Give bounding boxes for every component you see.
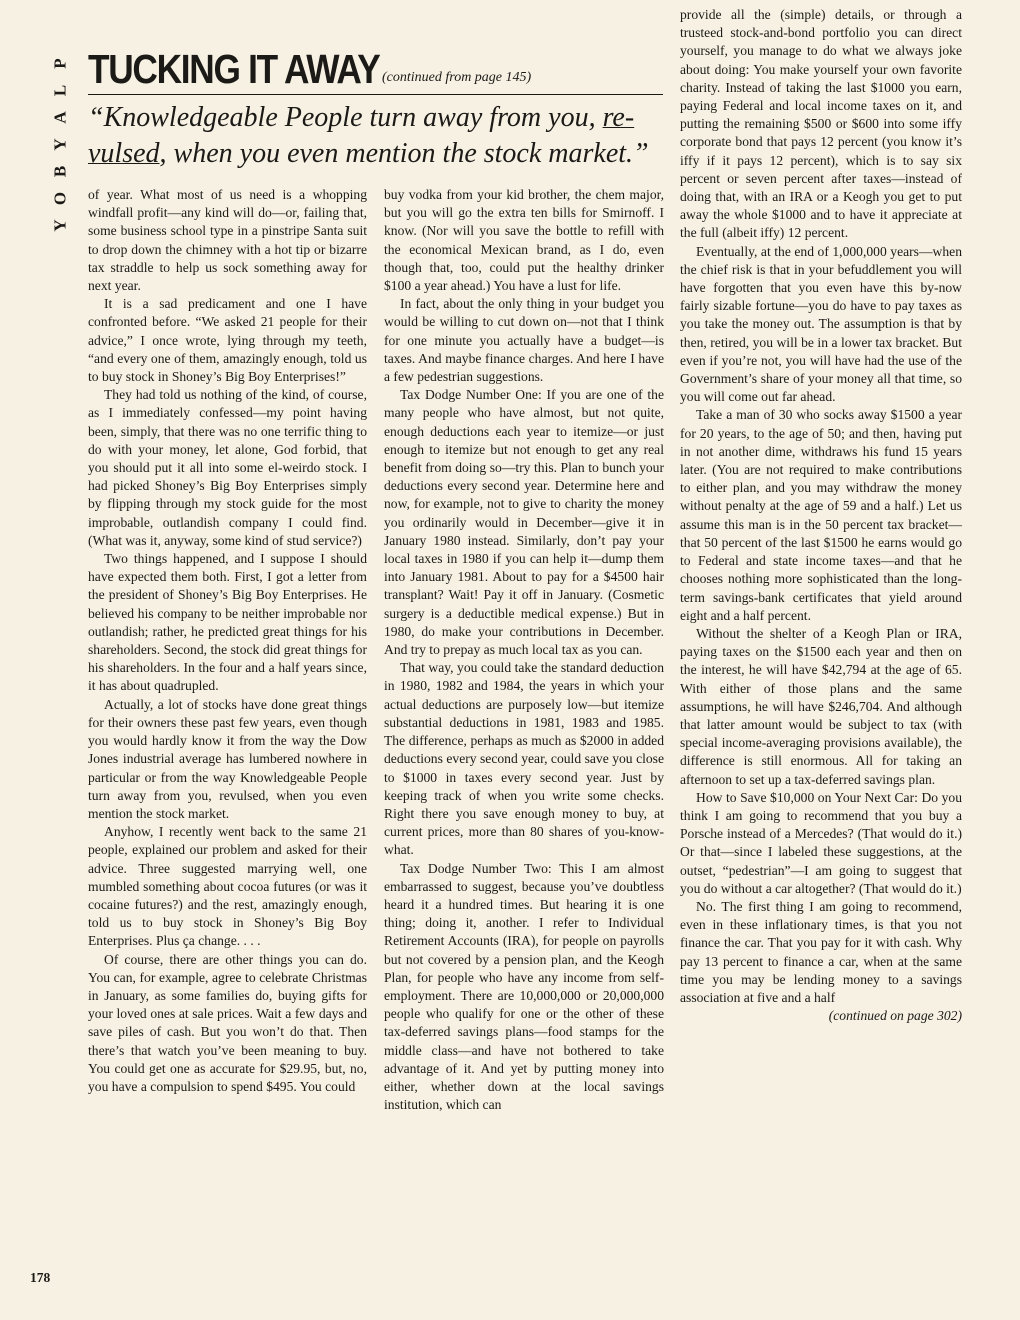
vertical-letter: P [50,58,70,69]
paragraph: That way, you could take the standard deduction in 1980, 1982 and 1984, the years in which your actual deductions are purposely low—but itemize substantial deductions in 1981, 1983 and 1985. The difference, perhaps as much as $2000 in added deductions every second year, could save you close to $1000 in taxes every second year. Just by keeping track of when you write some checks. Right there you save enough money to buy, at current prices, more than 80 shares of you-know-what. [384,660,664,858]
pull-quote-underlined-word: re-vulsed [88,102,635,169]
paragraph: Actually, a lot of stocks have done great things for their owners these past few years, even though you would hardly know it from the way the Dow Jones industrial average has lumbered nowhere in particular or from the way Knowledgeable People turn away from you, revulsed, when you even mention the stock market. [88,696,367,821]
paragraph: Anyhow, I recently went back to the same 21 people, explained our problem and asked for their advice. Three suggested marrying well, one mumbled something about cocoa futures (or was it cocaine futures?) and the rest, amazingly enough, told us to buy stock in Shoney’s Big Boy Enterprises. Plus ça change. . . . [88,824,367,949]
article-headline: TUCKING IT AWAY [88,46,380,92]
paragraph: No. The first thing I am going to recommend, even in these inflationary times, is that you not finance the car. That you pay for it with cash. Why pay 13 percent to finance a car, when at the same time you may be lending money to a savings association at five and a half [680,898,962,1005]
paragraph: Take a man of 30 who socks away $1500 a year for 20 years, to the age of 50; and then, having put in not another dime, withdraws his fund 15 years later. (You are not required to make contributions to either plan, and you may withdraw the money without penalty at the age of 59 and a half.) Let us assume this man is in the 50 percent tax bracket—that 50 percent of the last $1500 he earns would go to Federal and state income taxes—and that he chooses nothing more sophisticated than the long-term savings-bank certificates that yield around eight and a half percent. [680,407,962,623]
pull-quote [88,100,668,172]
pull-quote-text: “Knowledgeable People turn away from you, [88,102,603,133]
vertical-letter: L [50,84,70,97]
paragraph: In fact, about the only thing in your budget you would be willing to cut down on—not that I think for one minute you actually have a budget—is taxes. And maybe finance charges. And here I have a few pedestrian suggestions. [384,296,664,385]
page-number: 178 [30,1270,51,1285]
paragraph: Tax Dodge Number One: If you are one of the many people who have almost, but not quite, enough deductions each year to itemize—or just enough to itemize but not enough to get any real benefit from doing so—try this. Plan to bunch your deductions every second year. Determine here and now, for example, not to give to charity the money you ordinarily would in December—give it in January 1980 instead. Similarly, don’t pay your local taxes in 1980 if you can help it—dump them into January 1981. About to pay for a $4500 hair transplant? Wait! Pay it off in January. (Cosmetic surgery is a deductible medical expense.) But in 1980, do make your contributions in December. And try to prepay as much local tax as you can. [384,387,664,658]
paragraph: of year. What most of us need is a whopping windfall profit—any kind will do—or, failing that, some business school type in a pinstripe Santa suit to drop down the chimney with a hot tip or bizarre tax straddle to help us sock something away for next year. [88,187,367,294]
pull-quote-text: , when you even mention the stock market.” [159,138,649,169]
paragraph: Tax Dodge Number Two: This I am almost embarrassed to suggest, because you’ve doubtless heard it a hundred times. But hearing it is one thing; doing it, another. I refer to Individual Retirement Accounts (IRA), for people on payrolls but not covered by a pension plan, and the Keogh Plan, for people who have any income from self-employment. There are 10,000,000 or 20,000,000 people who qualify for one or the other of these tax-deferred savings plans—food stamps for the middle class—and have not bothered to take advantage of it. And yet by putting money into either, whether down at the local savings institution, which can [384,860,664,1113]
paragraph: How to Save $10,000 on Your Next Car: Do you think I am going to recommend that you buy a Porsche instead of a Mercedes? (That would do it.) Or that—since I labeled these suggestions, at the outset, “pedestrian”—I am going to suggest that you do without a car altogether? (That would do it.) [680,789,962,896]
vertical-letter: B [50,165,70,178]
paragraph: Of course, there are other things you can do. You can, for example, agree to celebrate Christmas in January, as some families do, buying gifts for your loved ones at sale prices. Wait a few days and save piles of cash. But you won’t do that. Then there’s that watch you’ve been meaning to buy. You could get one as accurate for $29.95, but, no, you have a compulsion to spend $495. You could [88,951,367,1094]
paragraph: provide all the (simple) details, or through a trusteed stock-and-bond portfolio you can direct yourself, you manage to do what we always joke about doing: You make yourself your own favorite charity. Instead of taking the last $1000 you earn, paying Federal and local income taxes on it, and putting the remaining $500 or $600 into some iffy corporate bond that pays 12 percent (you know it’s iffy if it pays 12 percent), which is to say six percent or seven percent after taxes—instead of doing that, with an IRA or a Keogh you get to put away the whole $1000 and to have it appreciate at the full (albeit iffy) 12 percent. [680,7,962,241]
vertical-letter: A [50,111,70,124]
paragraph: Two things happened, and I suppose I should have expected them both. First, I got a letter from the president of Shoney’s Big Boy Enterprises. He believed his company to be neither improbable nor outlandish; rather, he predicted great things for his shareholders. Second, the stock did great things for his shareholders. In the four and a half years since, it has about quadrupled. [88,551,367,694]
vertical-letter: Y [50,138,70,151]
continued-from-note: (continued from page 145) [382,70,532,85]
text-column-2 [384,186,664,1114]
paragraph: Without the shelter of a Keogh Plan or IRA, paying taxes on the $1500 each year and then on the interest, he will have $42,794 at the age of 65. With either of those plans and the same assumptions, he will have $246,704. And although that latter amount would be subject to tax (with special income-averaging provisions available), the difference is still enormous. All for taking an afternoon to set up a tax-deferred savings plan. [680,625,962,787]
vertical-letter: Y [50,219,70,232]
paragraph: Eventually, at the end of 1,000,000 years—when the chief risk is that in your befuddlement you will have forgotten that you even have this by-now fairly sizable fortune—you do have to pay taxes as you take the money out. The assumption is that by then, retired, you will be in a lower tax bracket. But even if you’re not, you will have had the use of the Government’s share of your money all that time, so you will come out far ahead. [680,243,962,405]
vertical-letter: O [50,191,70,206]
text-column-3 [680,6,962,1025]
headline-rule [88,94,663,95]
paragraph: It is a sad predicament and one I have confronted before. “We asked 21 people for their advice,” I once wrote, lying through my teeth, “and every one of them, amazingly enough, told us to buy stock in Shoney’s Big Boy Enterprises!” [88,296,367,385]
text-column-1 [88,186,367,1096]
paragraph: buy vodka from your kid brother, the chem major, but you will go the extra ten bills for Smirnoff. I know. (Nor will you save the bottle to refill with the economical Mexican brand, as I do, even though that, too, could put the healthy drinker $100 a year ahead.) You have a lust for life. [384,187,664,294]
magazine-name-vertical [48,50,72,239]
paragraph: They had told us nothing of the kind, of course, as I immediately confessed—my point having been, simply, that there was no one terrific thing to do with your money, let alone, God forbid, that you should put it all into some el-weirdo stock. I had picked Shoney’s Big Boy Enterprises simply by flipping through my stock guide for the most improbable, outlandish company I could find. (What was it, anyway, some kind of stud service?) [88,387,367,548]
continued-on-note: (continued on page 302) [828,1008,962,1024]
